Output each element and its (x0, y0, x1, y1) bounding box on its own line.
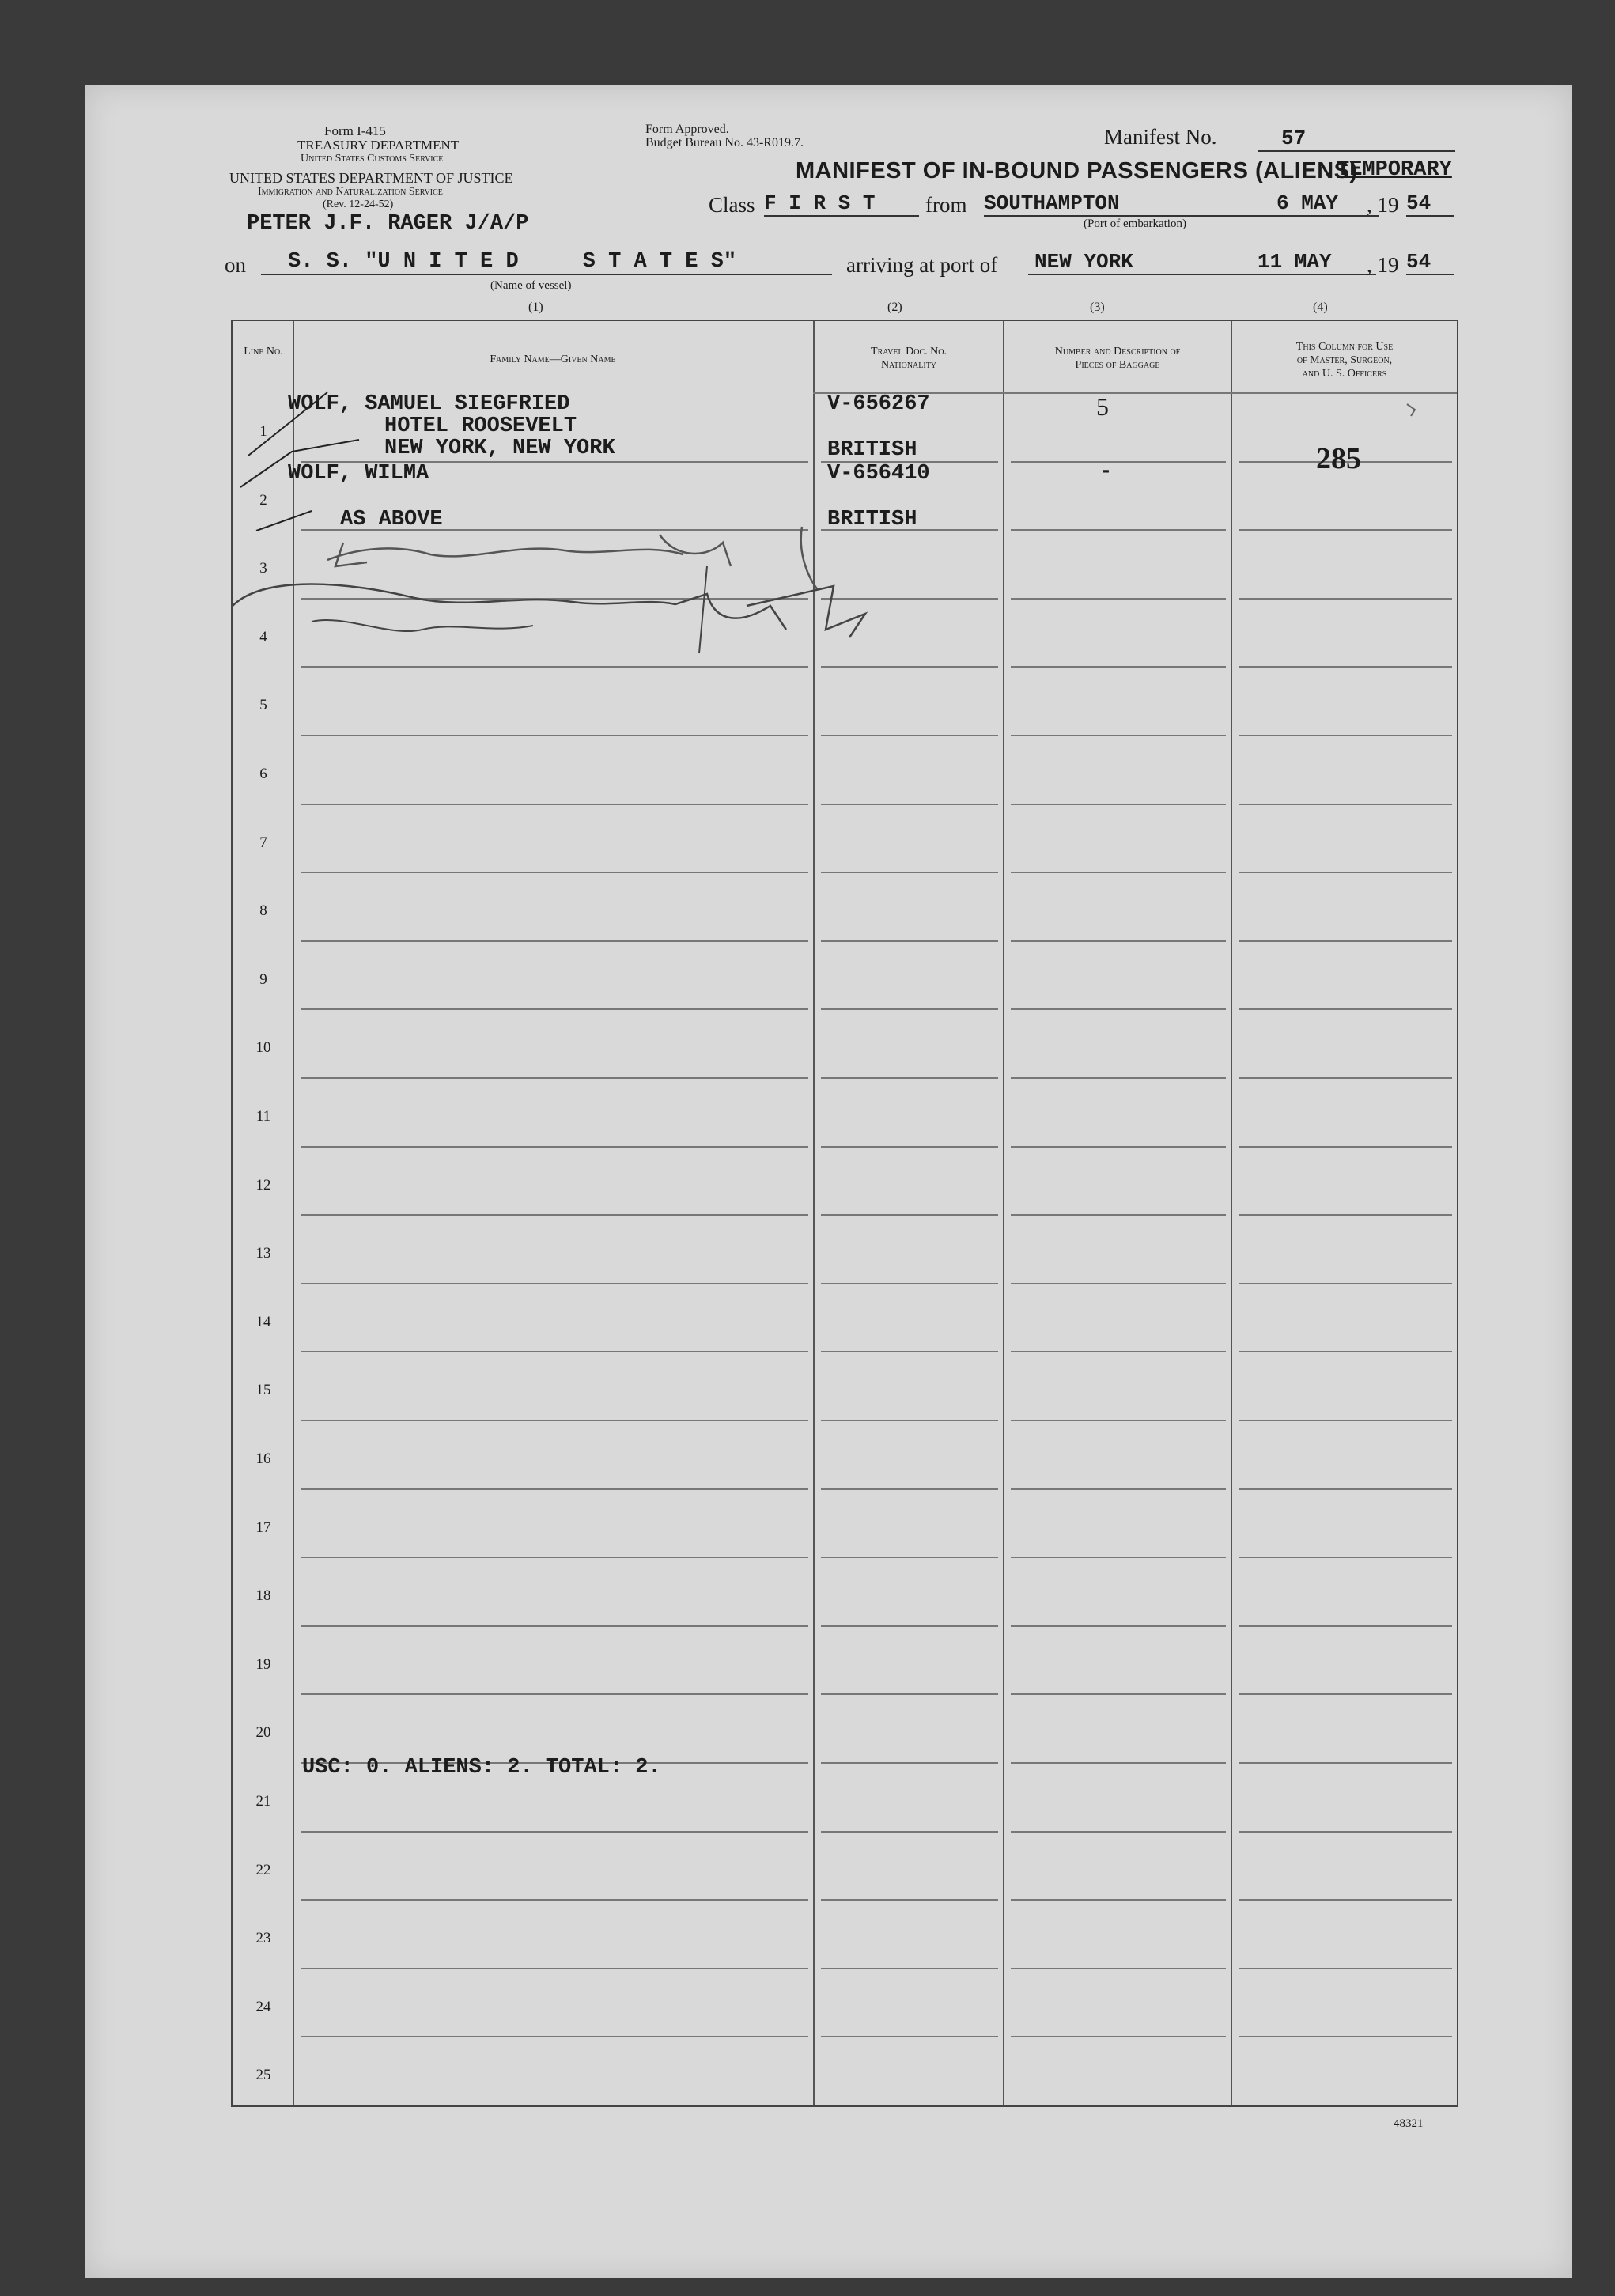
row-rule (1239, 1214, 1452, 1216)
row-rule (301, 1420, 808, 1421)
row-rule (1011, 529, 1226, 531)
row-rule (1011, 940, 1226, 942)
ins-service: Immigration and Naturalization Service (258, 186, 443, 198)
baggage-header-2: Pieces of Baggage (1075, 359, 1160, 371)
manifest-totals: USC: 0. ALIENS: 2. TOTAL: 2. (302, 1756, 661, 1780)
justice-dept: UNITED STATES DEPARTMENT OF JUSTICE (229, 170, 513, 186)
row-rule (301, 1077, 808, 1079)
row-rule (301, 1831, 808, 1833)
row-rule (1239, 940, 1452, 942)
arriving-label: arriving at port of (846, 253, 998, 277)
row-rule (821, 1420, 998, 1421)
manifest-no-label: Manifest No. (1104, 125, 1217, 149)
line-number: 1 (259, 422, 267, 440)
row-rule (301, 735, 808, 736)
passenger-1-officer-mark: 285 (1316, 442, 1361, 475)
row-rule (1239, 1283, 1452, 1284)
row-rule (1011, 1283, 1226, 1284)
row-rule (1239, 1762, 1452, 1764)
passenger-1-nationality: BRITISH (827, 438, 917, 462)
row-rule (1239, 1351, 1452, 1352)
vessel-caption: (Name of vessel) (490, 279, 572, 292)
line-number: 2 (259, 491, 267, 509)
row-rule (1239, 804, 1452, 805)
row-rule (821, 872, 998, 873)
row-rule (1011, 1008, 1226, 1010)
row-rule (821, 735, 998, 736)
form-revision: (Rev. 12-24-52) (323, 199, 394, 210)
row-rule (301, 940, 808, 942)
manifest-no-value: 57 (1258, 127, 1455, 152)
row-rule (301, 1214, 808, 1216)
line-number: 13 (255, 1245, 271, 1262)
row-rule (821, 1899, 998, 1901)
nationality-header: Nationality (880, 359, 937, 371)
line-number: 3 (259, 560, 267, 577)
row-rule (1239, 1899, 1452, 1901)
form-number: Form I-415 (324, 123, 386, 138)
arrival-year-suffix: 54 (1406, 250, 1454, 275)
row-rule (1011, 2036, 1226, 2037)
row-rule (1011, 1420, 1226, 1421)
row-rule (301, 1968, 808, 1969)
row-rule (821, 1488, 998, 1490)
row-rule (301, 1146, 808, 1148)
row-rule (1239, 1557, 1452, 1558)
row-rule (1011, 1831, 1226, 1833)
baggage-header-1: Number and Description of (1054, 346, 1181, 357)
row-rule (301, 1351, 808, 1352)
row-rule (301, 1008, 808, 1010)
line-number: 14 (255, 1313, 271, 1330)
row-rule (1239, 735, 1452, 736)
row-rule (1011, 1488, 1226, 1490)
budget-bureau: Budget Bureau No. 43-R019.7. (645, 136, 804, 149)
line-number: 7 (259, 834, 267, 851)
row-rule (821, 2036, 998, 2037)
row-rule (1011, 1899, 1226, 1901)
line-number: 24 (255, 1998, 271, 2015)
row-rule (821, 1968, 998, 1969)
line-number: 25 (255, 2067, 271, 2084)
passenger-1-address-1: HOTEL ROOSEVELT (384, 414, 577, 438)
row-rule (1011, 1625, 1226, 1627)
row-rule (1011, 1693, 1226, 1695)
row-rule (821, 1831, 998, 1833)
form-approved: Form Approved. (645, 123, 729, 136)
agent-name: PETER J.F. RAGER J/A/P (247, 212, 529, 236)
passenger-table (231, 320, 1458, 2107)
row-rule (301, 1693, 808, 1695)
row-rule (821, 804, 998, 805)
embark-year-prefix: , 19 (1367, 193, 1399, 217)
embark-year-suffix: 54 (1406, 191, 1454, 217)
temporary-stamp: TEMPORARY (1337, 158, 1452, 182)
line-number: 16 (255, 1450, 271, 1467)
officer-header-2: of Master, Surgeon, (1296, 354, 1393, 366)
row-rule (1011, 1146, 1226, 1148)
officer-header-3: and U. S. Officers (1302, 368, 1387, 380)
vessel-name: S. S. "U N I T E D S T A T E S" (261, 250, 832, 275)
row-rule (821, 1693, 998, 1695)
row-rule (1011, 1351, 1226, 1352)
line-number: 18 (255, 1587, 271, 1605)
arrival-year-prefix: , 19 (1367, 253, 1399, 277)
row-rule (1239, 598, 1452, 600)
line-number: 23 (255, 1930, 271, 1947)
line-number: 20 (255, 1724, 271, 1742)
row-rule (301, 1625, 808, 1627)
row-rule (821, 1283, 998, 1284)
passenger-2-name: WOLF, WILMA (288, 462, 429, 486)
stock-number: 48321 (1394, 2117, 1424, 2130)
row-rule (1239, 529, 1452, 531)
row-rule (1239, 1693, 1452, 1695)
passenger-2-nationality: BRITISH (827, 508, 917, 531)
line-number: 21 (255, 1792, 271, 1810)
row-rule (821, 1762, 998, 1764)
row-rule (301, 2036, 808, 2037)
column-number-1: (1) (528, 301, 543, 314)
customs-service: United States Customs Service (301, 153, 444, 165)
row-rule (1011, 804, 1226, 805)
passenger-1-address-2: NEW YORK, NEW YORK (384, 437, 615, 460)
row-rule (821, 1146, 998, 1148)
row-rule (821, 940, 998, 942)
row-rule (1011, 1762, 1226, 1764)
class-label: Class (709, 193, 755, 217)
manifest-title: MANIFEST OF IN-BOUND PASSENGERS (ALIENS) (796, 158, 1358, 183)
line-number: 6 (259, 765, 267, 782)
line-number: 17 (255, 1519, 271, 1536)
line-no-header: Line No. (244, 346, 283, 357)
row-rule (301, 872, 808, 873)
row-rule (301, 1557, 808, 1558)
row-rule (1239, 666, 1452, 668)
row-rule (1239, 1008, 1452, 1010)
arrival-date: 11 MAY (1248, 250, 1376, 275)
passenger-1-name: WOLF, SAMUEL SIEGFRIED (288, 392, 570, 416)
row-rule (1011, 872, 1226, 873)
officer-header-1: This Column for Use (1295, 341, 1394, 353)
row-rule (821, 1351, 998, 1352)
row-rule (1239, 1146, 1452, 1148)
row-rule (1239, 1420, 1452, 1421)
row-rule (1011, 1077, 1226, 1079)
row-rule (1011, 1214, 1226, 1216)
row-rule (1239, 1077, 1452, 1079)
line-number: 22 (255, 1861, 271, 1878)
family-name-header: Family Name—Given Name (490, 354, 616, 365)
column-number-2: (2) (887, 301, 902, 314)
row-rule (1239, 1625, 1452, 1627)
row-rule (821, 1214, 998, 1216)
row-rule (821, 1557, 998, 1558)
passenger-2-baggage: - (1099, 460, 1113, 484)
line-number: 19 (255, 1655, 271, 1673)
class-value: F I R S T (764, 191, 919, 217)
line-number: 12 (255, 1176, 271, 1193)
row-rule (1239, 1968, 1452, 1969)
travel-doc-header: Travel Doc. No. (871, 346, 947, 357)
row-rule (821, 1008, 998, 1010)
row-rule (821, 1077, 998, 1079)
row-rule (1239, 1488, 1452, 1490)
column-number-3: (3) (1090, 301, 1105, 314)
row-rule (301, 804, 808, 805)
line-number: 4 (259, 628, 267, 645)
on-label: on (225, 253, 246, 277)
passenger-1-doc: V-656267 (827, 392, 930, 416)
column-number-4: (4) (1313, 301, 1328, 314)
column-divider (1231, 321, 1232, 2105)
line-number: 5 (259, 697, 267, 714)
port-embark-caption: (Port of embarkation) (1084, 217, 1186, 230)
row-rule (1011, 1968, 1226, 1969)
row-rule (1011, 1557, 1226, 1558)
row-rule (1011, 598, 1226, 600)
line-number: 15 (255, 1382, 271, 1399)
row-rule (1239, 2036, 1452, 2037)
passenger-1-baggage: 5 (1096, 392, 1109, 421)
from-label: from (925, 193, 967, 217)
row-rule (301, 1899, 808, 1901)
officer-check-mark (1403, 400, 1435, 424)
line-number: 11 (255, 1107, 271, 1125)
line-number: 8 (259, 902, 267, 920)
passenger-2-address: AS ABOVE (340, 508, 443, 531)
row-rule (301, 1283, 808, 1284)
embark-date: 6 MAY (1253, 191, 1379, 217)
row-rule (1011, 666, 1226, 668)
row-rule (1239, 872, 1452, 873)
arrival-port: NEW YORK (1028, 250, 1248, 275)
row-rule (1239, 1831, 1452, 1833)
from-value: SOUTHAMPTON (984, 191, 1253, 217)
passenger-2-doc: V-656410 (827, 462, 930, 486)
line-number: 9 (259, 970, 267, 988)
row-rule (1011, 735, 1226, 736)
row-rule (821, 1625, 998, 1627)
row-rule (301, 1488, 808, 1490)
line-number: 10 (255, 1039, 271, 1057)
treasury-dept: TREASURY DEPARTMENT (297, 138, 460, 153)
handwritten-annotation (233, 519, 1008, 677)
row-rule (1011, 461, 1226, 463)
